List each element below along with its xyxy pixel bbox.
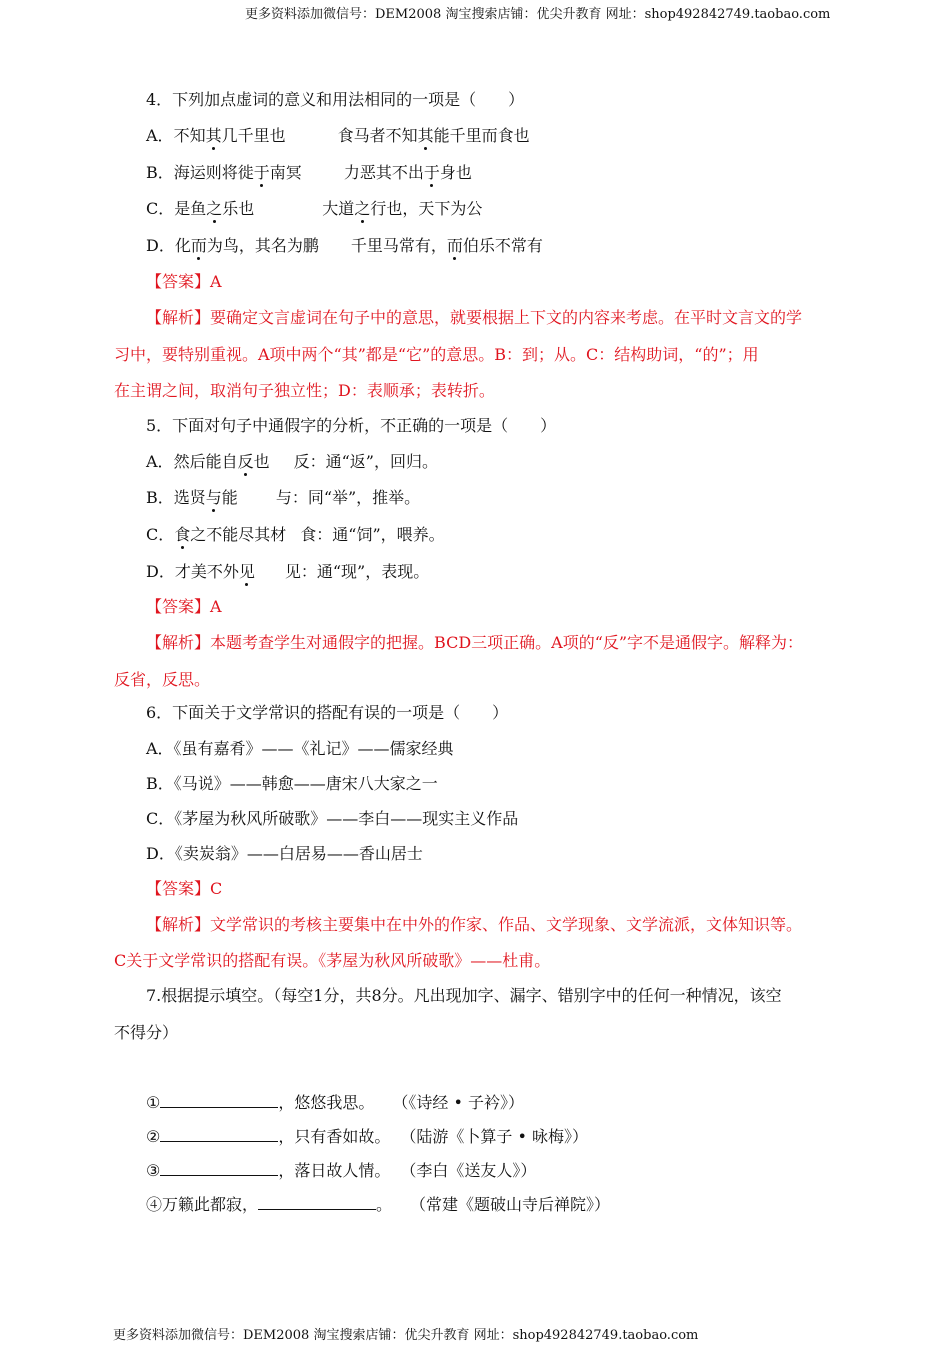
option-text: 为鸟，其名为鹏 [206,236,319,255]
q5-option-d [146,562,429,582]
option-label: B． [146,488,174,507]
emphasis-char: 而 [446,236,463,255]
option-text: 不知 [173,126,206,145]
option-text: 千里马常有， [350,236,447,255]
q7-item-1 [146,1093,524,1113]
emphasis-char: 之 [206,199,223,218]
q6-option-c: C．《茅屋为秋风所破歌》——李白——现实主义作品 [146,809,519,828]
emphasis-char: 于 [423,163,440,182]
q6-answer [146,879,222,899]
item-source: （常建《题破山寺后禅院》） [410,1195,611,1214]
emphasis-char: 反 [237,452,254,471]
option-note: 与：同“举”，推举。 [275,488,421,507]
q4-option-d [146,236,543,256]
analysis-text: 文学常识的考核主要集中在中外的作家、作品、文学现象、文学流派，文体知识等。 [210,915,803,934]
answer-value: A [210,272,222,291]
option-text: 选贤 [173,488,206,507]
item-pre: 万籁此都寂， [162,1195,259,1214]
item-source: （《诗经 • 子衿》） [392,1093,524,1112]
option-label: B． [146,163,174,182]
fill-blank[interactable] [160,1093,278,1108]
q7-item-4 [146,1195,610,1215]
page-header: 更多资料添加微信号：DEM2008 淘宝搜索店铺：优尖升教育 网址：shop492842749.taobao.com [245,7,831,22]
option-text: 才美不外 [174,562,239,581]
q5-analysis-line-1 [146,633,803,653]
fill-blank[interactable] [160,1127,278,1142]
q6-analysis-line-1 [146,915,802,935]
analysis-tag: 【解析】 [146,633,211,652]
item-post: 。 [376,1195,393,1214]
emphasis-char: 与 [205,488,222,507]
option-label: D． [146,562,175,581]
item-post: ，只有香如故。 [278,1127,391,1146]
option-text: 化 [174,236,191,255]
option-note: 见：通“现”，表现。 [284,562,430,581]
emphasis-char: 之 [354,199,371,218]
q5-option-a [146,452,438,472]
item-number: ③ [146,1161,161,1180]
q4-option-c [146,199,482,219]
emphasis-char: 其 [205,126,222,145]
option-text: 身也 [439,163,472,182]
q7-item-2 [146,1127,588,1147]
emphasis-char: 食 [174,525,191,544]
option-text: 力恶其不出 [343,163,424,182]
option-note: 反：通“返”，回归。 [293,452,438,471]
q6-analysis-line-2: C关于文学常识的搭配有误。《茅屋为秋风所破歌》——杜甫。 [114,951,551,970]
analysis-text: 要确定文言虚词在句子中的意思，就要根据上下文的内容来考虑。在平时文言文的学 [210,308,803,327]
page-footer: 更多资料添加微信号：DEM2008 淘宝搜索店铺：优尖升教育 网址：shop492842749.taobao.com [113,1328,699,1343]
analysis-text: 本题考查学生对通假字的把握。BCD三项正确。A项的“反”字不是通假字。解释为： [210,633,804,652]
q4-answer [146,272,222,292]
q7-stem-line-2: 不得分） [114,1023,179,1042]
emphasis-char: 其 [417,126,434,145]
item-number: ② [146,1127,161,1146]
answer-tag: 【答案】 [146,597,211,616]
option-text: 行也，天下为公 [370,199,483,218]
q6-option-d: D．《卖炭翁》——白居易——香山居士 [146,844,423,863]
option-text: 能千里而食也 [433,126,530,145]
answer-value: A [210,597,222,616]
option-label: D． [146,236,175,255]
item-number: ① [146,1093,161,1112]
emphasis-char: 于 [253,163,270,182]
option-label: A． [146,452,174,471]
q4-analysis-line-2: 习中，要特别重视。A项中两个“其”都是“它”的意思。B：到；从。C：结构助词，“的”；用 [114,345,759,364]
option-text: 能 [221,488,238,507]
answer-tag: 【答案】 [146,272,211,291]
q4-stem: 4．下列加点虚词的意义和用法相同的一项是（ ） [146,90,525,109]
q7-stem-line-1: 7.根据提示填空。（每空1分，共8分。凡出现加字、漏字、错别字中的任何一种情况，该空 [146,986,782,1005]
q5-stem: 5．下面对句子中通假字的分析，不正确的一项是（ ） [146,416,557,435]
item-post: ，悠悠我思。 [278,1093,375,1112]
q6-option-b: B．《马说》——韩愈——唐宋八大家之一 [146,774,438,793]
answer-tag: 【答案】 [146,879,211,898]
option-text: 也 [253,452,270,471]
option-text: 是鱼 [174,199,207,218]
emphasis-char: 而 [190,236,207,255]
option-text: 之不能尽其材 [190,525,287,544]
q4-option-a [146,126,530,146]
option-text: 南冥 [269,163,302,182]
q4-option-b [146,163,472,183]
option-text: 食马者不知 [337,126,418,145]
item-source: （李白《送友人》） [400,1161,537,1180]
q5-analysis-line-2: 反省，反思。 [114,670,211,689]
item-number: ④ [146,1195,163,1214]
option-note: 食：通“饲”，喂养。 [300,525,445,544]
q7-item-3 [146,1161,536,1181]
fill-blank[interactable] [160,1161,278,1176]
option-text: 海运则将徙 [173,163,254,182]
option-text: 然后能自 [173,452,238,471]
emphasis-char: 见 [238,562,255,581]
q5-option-c [146,525,445,545]
option-label: C． [146,199,175,218]
item-source: （陆游《卜算子 • 咏梅》） [400,1127,588,1146]
item-post: ，落日故人情。 [278,1161,391,1180]
option-text: 伯乐不常有 [462,236,543,255]
fill-blank[interactable] [258,1195,376,1210]
option-text: 大道 [322,199,355,218]
option-label: C． [146,525,175,544]
q4-analysis-line-3: 在主谓之间，取消句子独立性；D：表顺承；表转折。 [114,381,495,400]
answer-value: C [210,879,223,898]
analysis-tag: 【解析】 [146,915,211,934]
option-label: A． [146,126,174,145]
analysis-tag: 【解析】 [146,308,211,327]
q5-option-b [146,488,420,508]
option-text: 几千里也 [221,126,286,145]
option-text: 乐也 [222,199,255,218]
q6-stem: 6．下面关于文学常识的搭配有误的一项是（ ） [146,703,509,722]
q6-option-a: A．《虽有嘉肴》——《礼记》——儒家经典 [146,739,454,758]
q4-analysis-line-1 [146,308,802,328]
q5-answer [146,597,222,617]
